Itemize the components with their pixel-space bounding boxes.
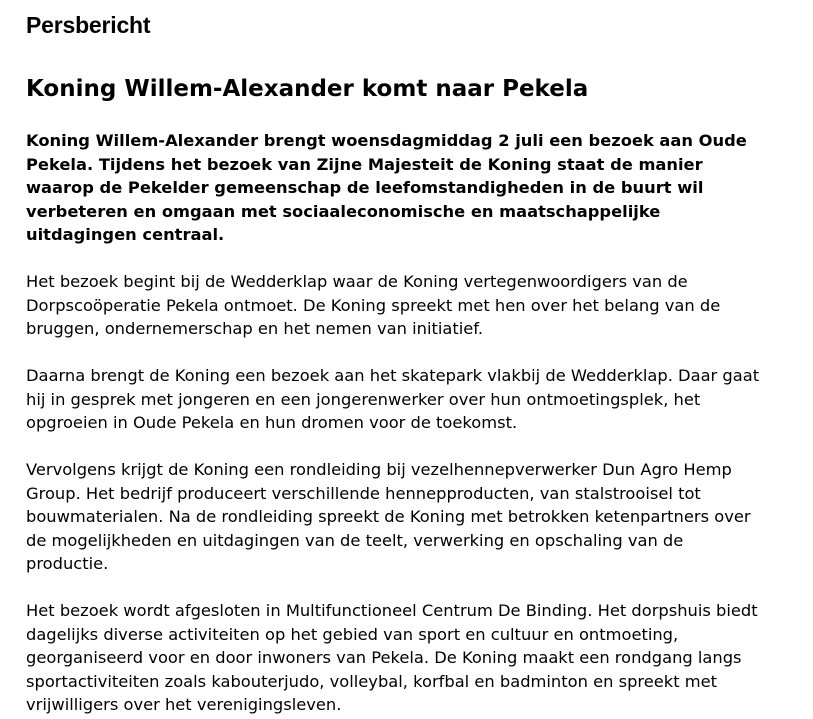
document-type-label: Persbericht [26, 12, 151, 38]
paragraph-line: Dorpscoöperatie Pekela ontmoet. De Koning spreekt met hen over het belang van de [26, 295, 721, 315]
lead-paragraph [26, 129, 796, 247]
paragraph-line: productie. [26, 554, 109, 574]
lead-line: verbeteren en omgaan met sociaaleconomische en maatschappelijke [26, 201, 661, 221]
paragraph-line: bruggen, ondernemerschap en het nemen van initiatief. [26, 319, 484, 339]
lead-line: Pekela. Tijdens het bezoek van Zijne Majesteit de Koning staat de manier [26, 154, 703, 174]
paragraph-line: vrijwilligers over het verenigingsleven. [26, 695, 342, 715]
body-paragraph-4 [26, 599, 796, 717]
body-paragraph-1 [26, 270, 796, 341]
paragraph-line: Group. Het bedrijf produceert verschillende hennepproducten, van stalstrooisel tot [26, 483, 701, 503]
paragraph-line: sportactiviteiten zoals kabouterjudo, volleybal, korfbal en badminton en spreekt met [26, 671, 718, 691]
paragraph-line: Vervolgens krijgt de Koning een rondleiding bij vezelhennepverwerker Dun Agro Hemp [26, 460, 732, 479]
paragraph-line: Daarna brengt de Koning een bezoek aan het skatepark vlakbij de Wedderklap. Daar gaat [26, 366, 760, 385]
paragraph-line: Het bezoek begint bij de Wedderklap waar de Koning vertegenwoordigers van de [26, 272, 688, 291]
paragraph-line: dagelijks diverse activiteiten op het gebied van sport en cultuur en ontmoeting, [26, 624, 679, 644]
body-paragraph-2 [26, 364, 796, 435]
lead-line: waarop de Pekelder gemeenschap de leefomstandigheden in de buurt wil [26, 178, 704, 198]
paragraph-line: hij in gesprek met jongeren en een jongerenwerker over hun ontmoetingsplek, het [26, 389, 701, 409]
lead-line: uitdagingen centraal. [26, 225, 225, 245]
body-paragraph-3 [26, 458, 796, 576]
page-title: Koning Willem-Alexander komt naar Pekela [26, 76, 589, 102]
paragraph-line: opgroeien in Oude Pekela en hun dromen voor de toekomst. [26, 413, 518, 433]
paragraph-line: bouwmaterialen. Na de rondleiding spreekt de Koning met betrokken ketenpartners over [26, 507, 751, 527]
paragraph-line: Het bezoek wordt afgesloten in Multifunctioneel Centrum De Binding. Het dorpshuis biedt [26, 601, 758, 620]
lead-line: Koning Willem-Alexander brengt woensdagmiddag 2 juli een bezoek aan Oude [26, 131, 747, 150]
paragraph-line: georganiseerd voor en door inwoners van Pekela. De Koning maakt een rondgang langs [26, 648, 742, 668]
paragraph-line: de mogelijkheden en uitdagingen van de teelt, verwerking en opschaling van de [26, 530, 684, 550]
